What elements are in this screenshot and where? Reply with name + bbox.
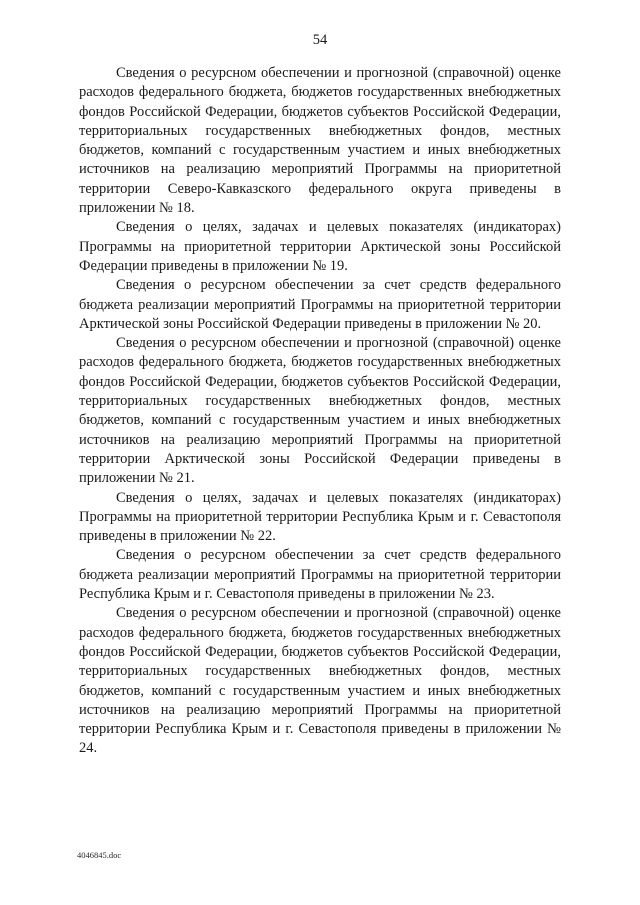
paragraph-appendix-20: Сведения о ресурсном обеспечении за счет средств федерального бюджета реализации мероприятий Программы на приоритетной территории Арктической зоны Российской Федерации приведены в приложении № 20.	[79, 277, 561, 332]
paragraph-appendix-18: Сведения о ресурсном обеспечении и прогнозной (справочной) оценке расходов федерального бюджета, бюджетов государственных внебюджетных фондов Российской Федерации, бюджетов субъектов Российской Федерации, территориальных государственных внебюджетных фондов, местных бюджетов, компаний с государственным участием и иных внебюджетных источников на реализацию мероприятий Программы на приоритетной территории Северо-Кавказского федерального округа приведены в приложении № 18.	[79, 65, 561, 217]
page-number: 54	[312, 32, 328, 48]
paragraph-appendix-24: Сведения о ресурсном обеспечении и прогнозной (справочной) оценке расходов федерального бюджета, бюджетов государственных внебюджетных фондов Российской Федерации, бюджетов субъектов Российской Федерации, территориальных государственных внебюджетных фондов, местных бюджетов, компаний с государственным участием и иных внебюджетных источников на реализацию мероприятий Программы на приоритетной территории Республика Крым и г. Севастополя приведены в приложении № 24.	[79, 605, 561, 757]
paragraph-appendix-21: Сведения о ресурсном обеспечении и прогнозной (справочной) оценке расходов федерального бюджета, бюджетов государственных внебюджетных фондов Российской Федерации, бюджетов субъектов Российской Федерации, территориальных государственных внебюджетных фондов, местных бюджетов, компаний с государственным участием и иных внебюджетных источников на реализацию мероприятий Программы на приоритетной территории Арктической зоны Российской Федерации приведены в приложении № 21.	[79, 335, 561, 487]
footer-filename: 4046845.doc	[77, 850, 122, 860]
document-body	[79, 64, 561, 759]
paragraph-appendix-22: Сведения о целях, задачах и целевых показателях (индикаторах) Программы на приоритетной территории Республика Крым и г. Севастополя приведены в приложении № 22.	[79, 489, 561, 545]
paragraph-appendix-23: Сведения о ресурсном обеспечении за счет средств федерального бюджета реализации мероприятий Программы на приоритетной территории Республика Крым и г. Севастополя приведены в приложении № 23.	[79, 547, 561, 603]
paragraph-appendix-19: Сведения о целях, задачах и целевых показателях (индикаторах) Программы на приоритетной территории Арктической зоны Российской Федерации приведены в приложении № 19.	[79, 219, 561, 274]
